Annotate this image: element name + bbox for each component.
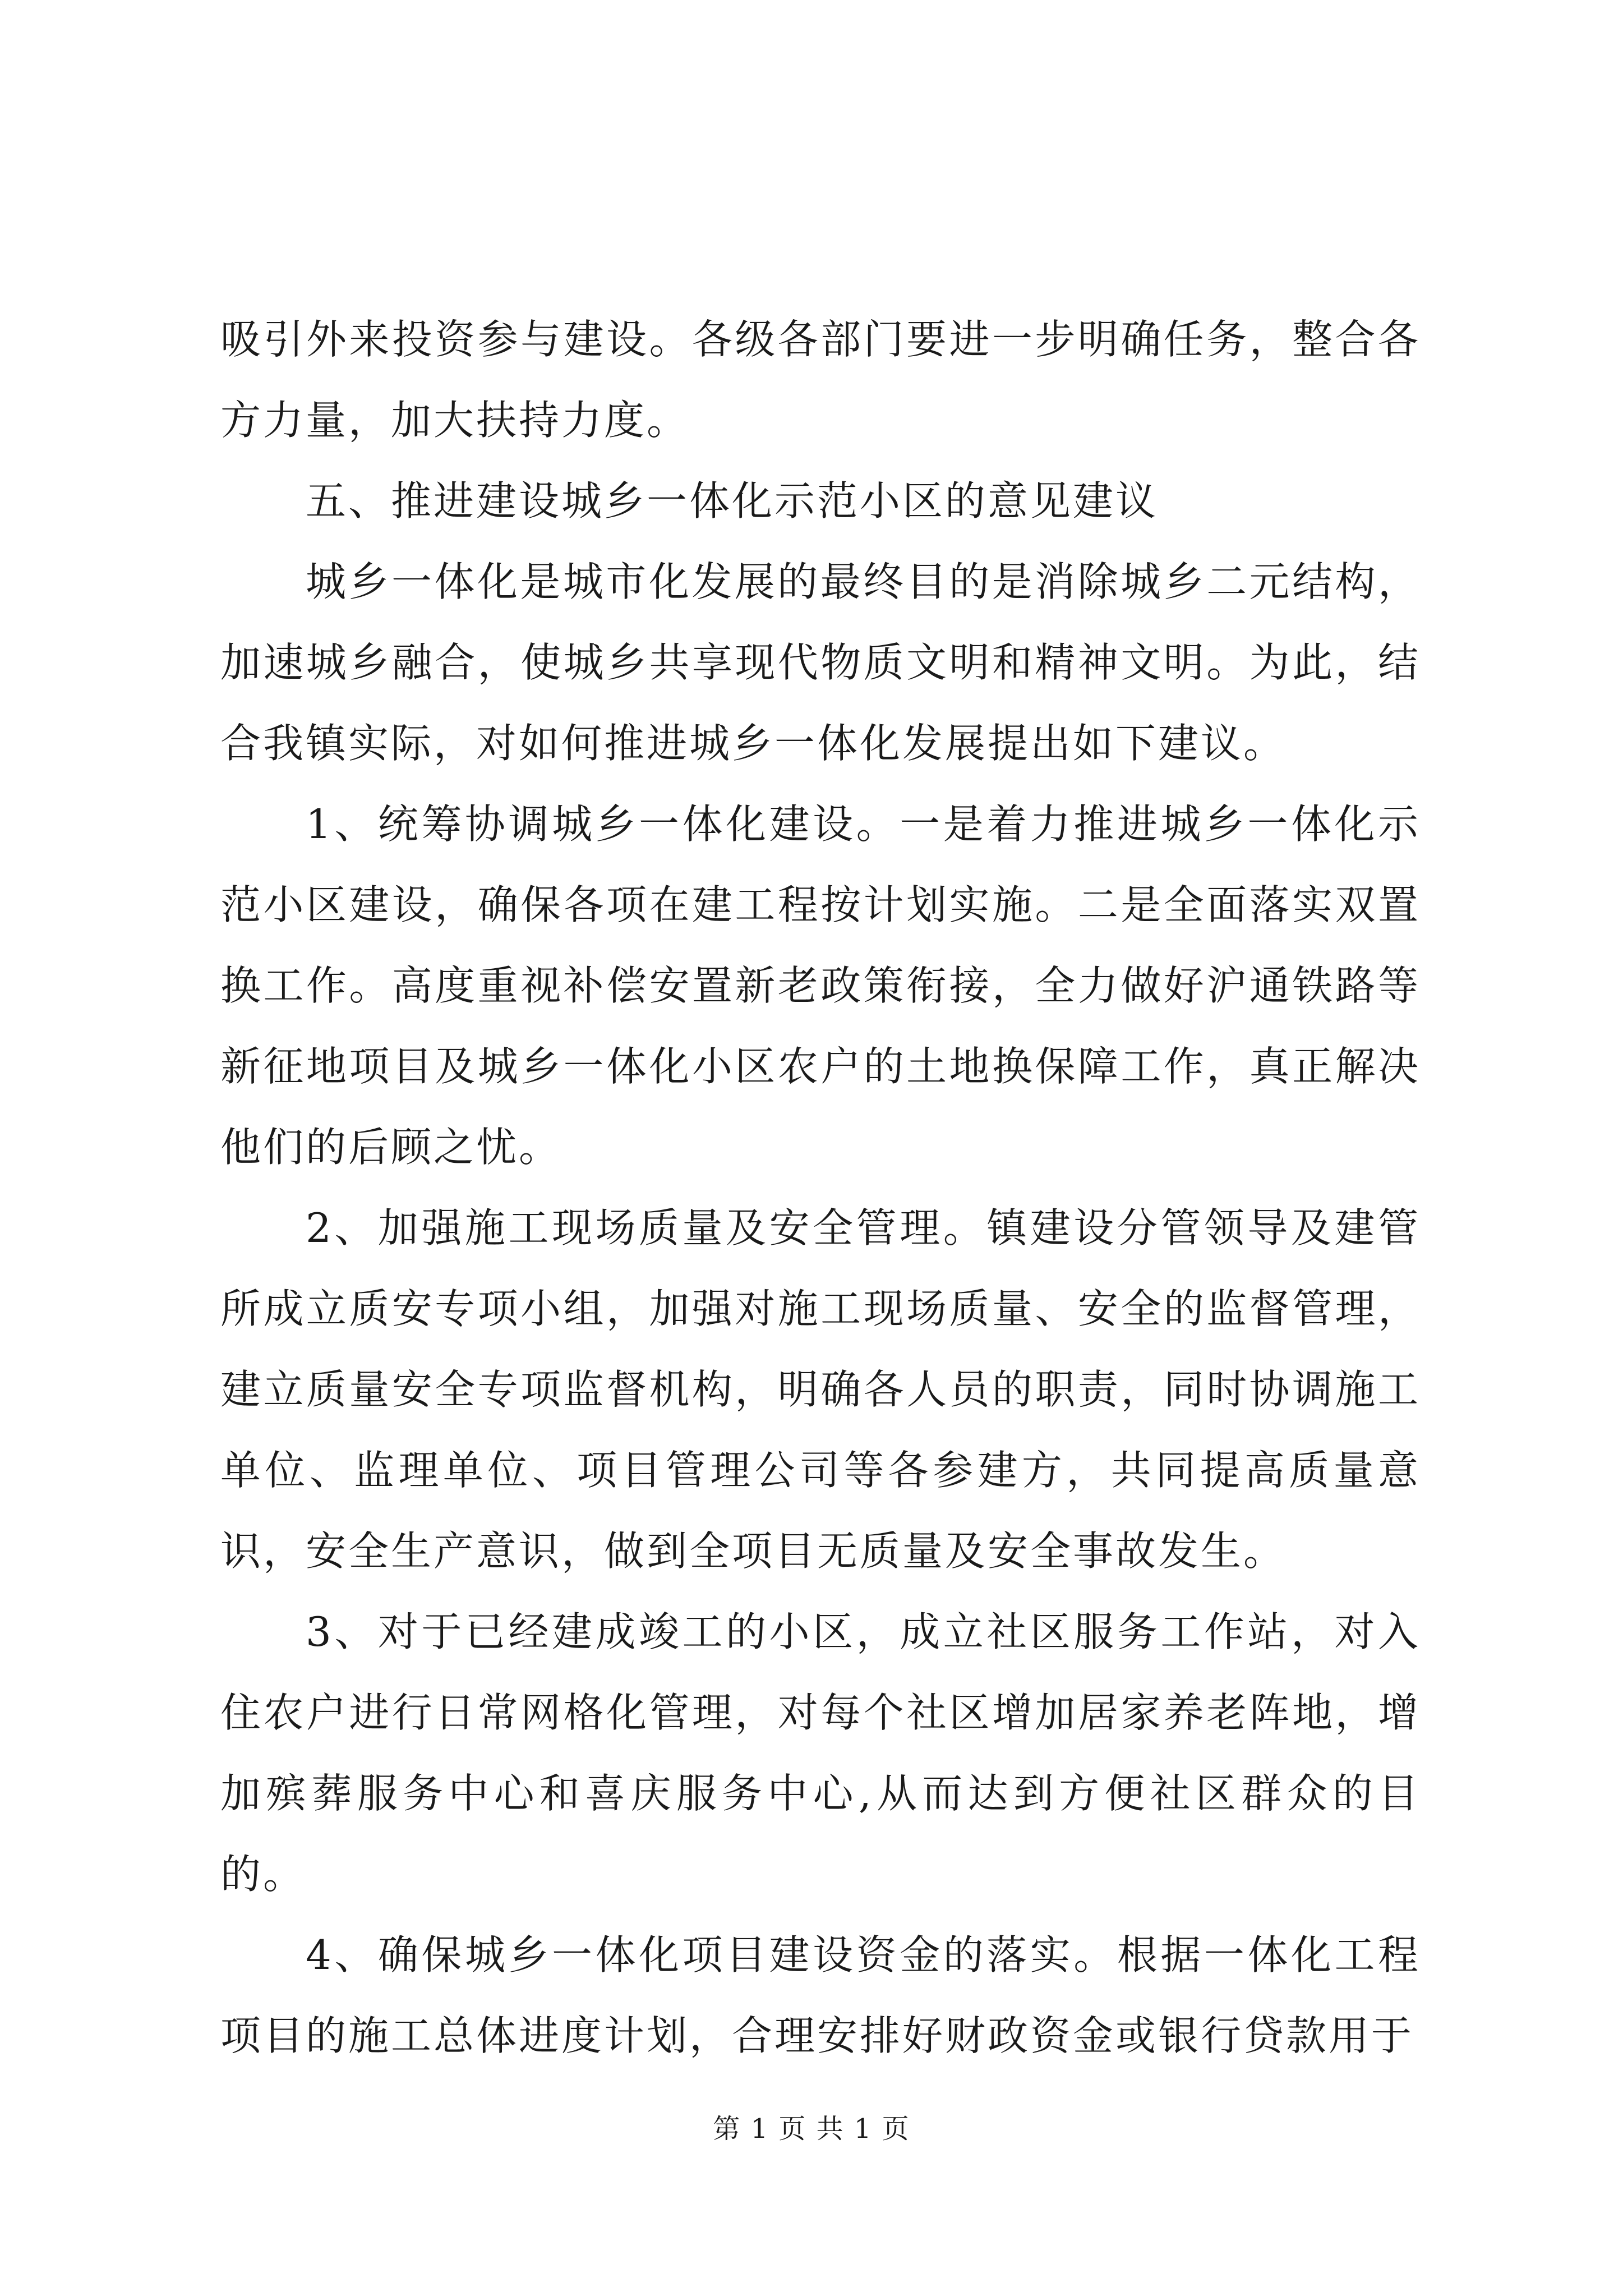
- paragraph-item-3: 3、对于已经建成竣工的小区，成立社区服务工作站，对入住农户进行日常网格化管理，对每个社区增加居家养老阵地，增加殡葬服务中心和喜庆服务中心,从而达到方便社区群众的目的。: [220, 1608, 1421, 1898]
- paragraph-item-2: 2、加强施工现场质量及安全管理。镇建设分管领导及建管所成立质安专项小组，加强对施工现场质量、安全的监督管理，建立质量安全专项监督机构，明确各人员的职责，同时协调施工单位、监理单位、项目管理公司等各参建方，共同提高质量意识，安全生产意识，做到全项目无质量及安全事故发生。: [220, 1204, 1421, 1575]
- paragraph-item-4: 4、确保城乡一体化项目建设资金的落实。根据一体化工程项目的施工总体进度计划，合理安排好财政资金或银行贷款用于: [220, 1931, 1421, 2059]
- section-heading: 五、推进建设城乡一体化示范小区的意见建议: [306, 477, 1159, 524]
- page-footer: 第 1 页 共 1 页: [713, 2113, 910, 2145]
- paragraph-item-1: 1、统筹协调城乡一体化建设。一是着力推进城乡一体化示范小区建设，确保各项在建工程按计划实施。二是全面落实双置换工作。高度重视补偿安置新老政策衔接，全力做好沪通铁路等新征地项目及城乡一体化小区农户的土地换保障工作，真正解决他们的后顾之忧。: [220, 800, 1421, 1171]
- document-body: [220, 299, 1421, 2076]
- paragraph-continuation: 吸引外来投资参与建设。各级各部门要进一步明确任务，整合各方力量，加大扶持力度。: [220, 316, 1421, 444]
- paragraph-intro: 城乡一体化是城市化发展的最终目的是消除城乡二元结构，加速城乡融合，使城乡共享现代物质文明和精神文明。为此，结合我镇实际，对如何推进城乡一体化发展提出如下建议。: [220, 558, 1421, 767]
